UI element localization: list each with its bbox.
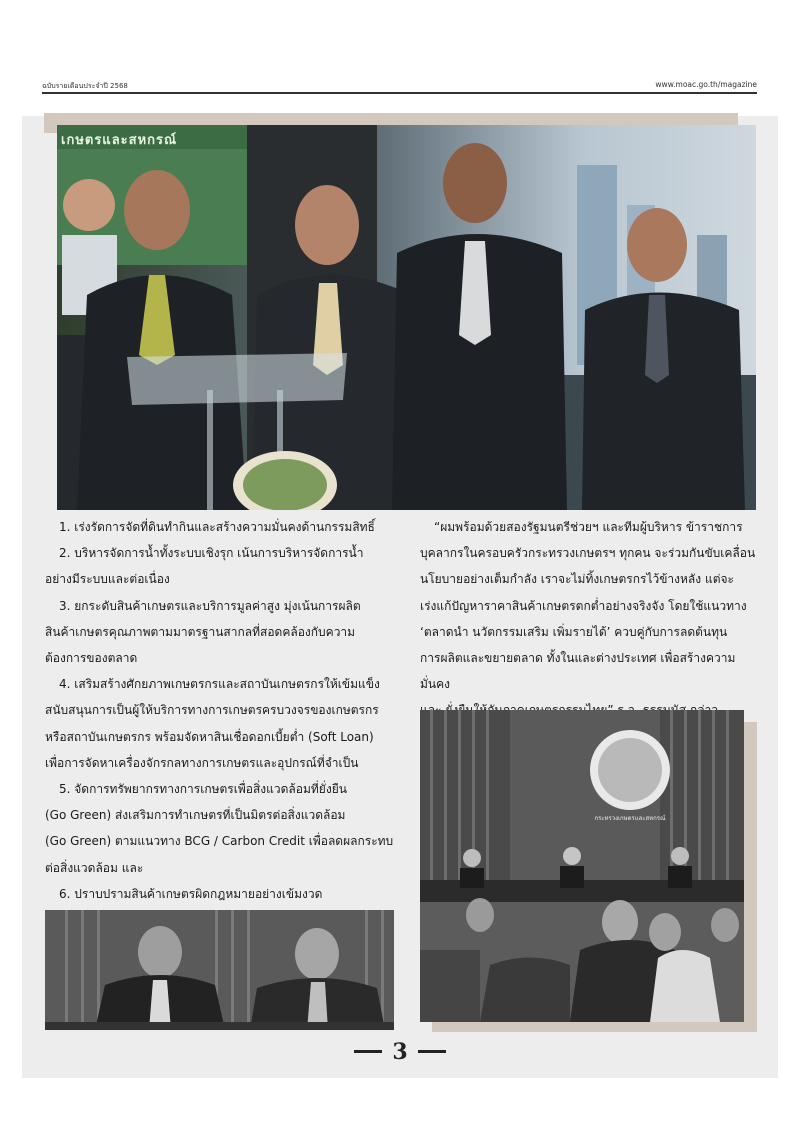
left-line-1: 1. เร่งรัดการจัดที่ดินทำกินและสร้างความมั่นคงด้านกรรมสิทธิ์ [59,520,375,534]
header-rule [42,92,757,94]
left-line-4: 3. ยกระดับสินค้าเกษตรและบริการมูลค่าสูง มุ่งเน้นการผลิต [59,598,361,613]
top-photo-illustration [57,125,756,510]
right-line-4: เร่งแก้ปัญหาราคาสินค้าเกษตรตกต่ำอย่างจริงจัง โดยใช้แนวทาง [420,598,747,613]
left-line-13: (Go Green) ตามแนวทาง BCG / Carbon Credit เพื่อลดผลกระทบ [45,834,394,849]
left-line-9: หรือสถาบันเกษตรกร พร้อมจัดหาสินเชื่อดอกเบี้ยต่ำ (Soft Loan) [45,729,374,744]
top-photo [57,125,756,510]
page-number [0,1038,800,1065]
right-line-3: นโยบายอย่างเต็มกำลัง เราจะไม่ทิ้งเกษตรกรไว้ข้างหลัง แต่จะ [420,572,734,587]
header-url[interactable]: www.moac.go.th/magazine [655,80,757,89]
backdrop-banner-text: เกษตรและสหกรณ์ [61,133,178,148]
meeting-photo-illustration [420,710,744,1022]
page-number-value: 3 [392,1038,408,1065]
left-line-11: 5. จัดการทรัพยากรทางการเกษตรเพื่อสิ่งแวดล้อมที่ยั่งยืน [59,782,347,797]
folio-dash-right [418,1050,446,1053]
meeting-nameplate: กระทรวงเกษตรและสหกรณ์ [594,815,666,822]
meeting-photo [420,710,744,1022]
left-line-6: ต้องการของตลาด [45,651,138,666]
folio-dash-left [354,1050,382,1053]
left-line-2: 2. บริหารจัดการน้ำทั้งระบบเชิงรุก เน้นการบริหารจัดการน้ำ [59,546,364,561]
bottom-left-photo [45,910,394,1030]
left-line-3: อย่างมีระบบและต่อเนื่อง [45,572,170,587]
left-line-5: สินค้าเกษตรคุณภาพตามมาตรฐานสากลที่สอดคล้องกับความ [45,624,356,639]
left-line-7: 4. เสริมสร้างศักยภาพเกษตรกรและสถาบันเกษตรกรให้เข้มแข็ง [59,677,380,692]
right-line-5: ‘ตลาดนำ นวัตกรรมเสริม เพิ่มรายได้’ ควบคู่กับการลดต้นทุน [420,624,728,639]
left-line-15: 6. ปราบปรามสินค้าเกษตรผิดกฎหมายอย่างเข้มงวด [59,886,323,901]
header-left: ฉบับรายเดือนประจำปี 2568 [42,82,128,90]
left-line-14: ต่อสิ่งแวดล้อม และ [45,860,144,875]
right-column-quote [420,514,758,724]
bottom-photo-illustration [45,910,394,1030]
left-line-10: เพื่อการจัดหาเครื่องจักรกลทางการเกษตรและอุปกรณ์ที่จำเป็น [45,755,359,770]
right-line-1: “ผมพร้อมด้วยสองรัฐมนตรีช่วยฯ และทีมผู้บริหาร ข้าราชการ [434,520,743,534]
left-column [45,514,401,907]
right-line-2: บุคลากรในครอบครัวกระทรวงเกษตรฯ ทุกคน จะร่วมกันขับเคลื่อน [420,546,756,561]
left-line-12: (Go Green) ส่งเสริมการทำเกษตรที่เป็นมิตรต่อสิ่งแวดล้อม [45,808,346,823]
right-line-6: การผลิตและขยายตลาด ทั้งในและต่างประเทศ เพื่อสร้างความมั่นคง [420,651,736,692]
left-line-8: สนับสนุนการเป็นผู้ให้บริการทางการเกษตรครบวงจรของเกษตรกร [45,703,379,718]
